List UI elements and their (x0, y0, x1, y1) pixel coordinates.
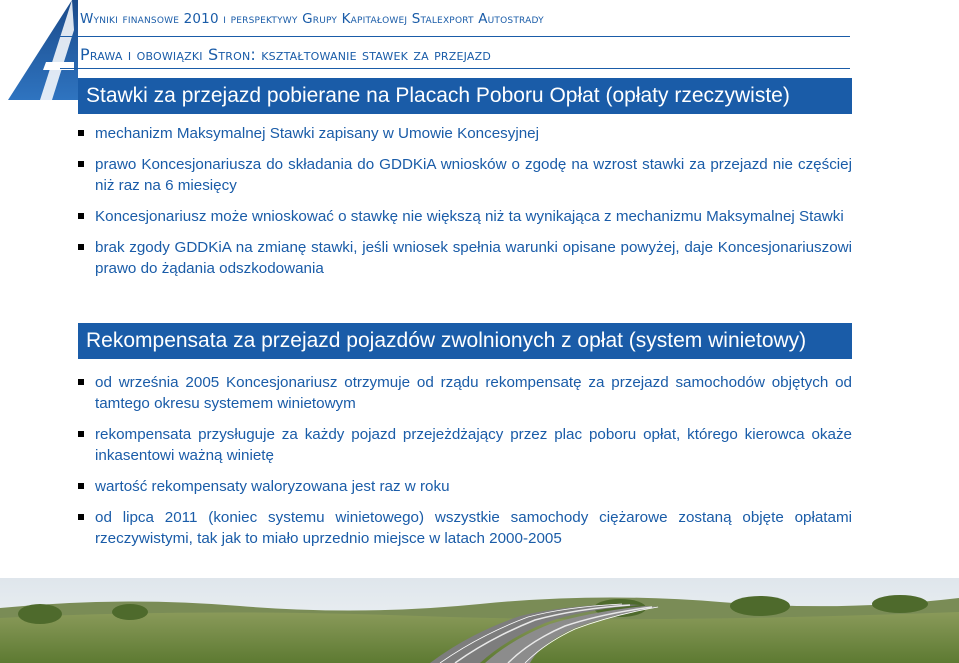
list-item: wartość rekompensaty waloryzowana jest raz w roku (78, 476, 852, 497)
section-heading-compensation: Rekompensata za przejazd pojazdów zwolnionych z opłat (system winietowy) (78, 323, 852, 359)
toll-rates-list (78, 123, 852, 289)
presentation-title: Wyniki finansowe 2010 i perspektywy Grupy Kapitałowej Stalexport Autostrady (80, 11, 544, 27)
list-item: mechanizm Maksymalnej Stawki zapisany w Umowie Koncesyjnej (78, 123, 852, 144)
list-item: rekompensata przysługuje za każdy pojazd przejeżdżający przez plac poboru opłat, którego kierowca okaże inkasentowi ważną winietę (78, 424, 852, 466)
highway-landscape-image (0, 578, 959, 663)
bullet-square-icon (78, 431, 84, 437)
bullet-square-icon (78, 379, 84, 385)
list-item: Koncesjonariusz może wnioskować o stawkę nie większą niż ta wynikająca z mechanizmu Maksymalnej Stawki (78, 206, 852, 227)
bullet-square-icon (78, 483, 84, 489)
slide-title: Prawa i obowiązki Stron: kształtowanie stawek za przejazd (80, 45, 492, 64)
bullet-square-icon (78, 244, 84, 250)
header-divider-bottom (60, 68, 850, 69)
list-item: od lipca 2011 (koniec systemu winietowego) wszystkie samochody ciężarowe zostaną objęte opłatami rzeczywistymi, tak jak to miało uprzednio miejsce w latach 2000-2005 (78, 507, 852, 549)
list-item: prawo Koncesjonariusza do składania do GDDKiA wniosków o zgodę na wzrost stawki za przejazd nie częściej niż raz na 6 miesięcy (78, 154, 852, 196)
bullet-square-icon (78, 161, 84, 167)
section-heading-toll-rates: Stawki za przejazd pobierane na Placach Poboru Opłat (opłaty rzeczywiste) (78, 78, 852, 114)
header-divider-top (60, 36, 850, 37)
bullet-square-icon (78, 130, 84, 136)
bullet-square-icon (78, 514, 84, 520)
compensation-list (78, 372, 852, 559)
company-logo (0, 0, 78, 100)
list-item: od września 2005 Koncesjonariusz otrzymuje od rządu rekompensatę za przejazd samochodów objętych od tamtego okresu systemem winietowym (78, 372, 852, 414)
list-item: brak zgody GDDKiA na zmianę stawki, jeśli wniosek spełnia warunki opisane powyżej, daje Koncesjonariuszowi prawo do żądania odszkodowania (78, 237, 852, 279)
bullet-square-icon (78, 213, 84, 219)
